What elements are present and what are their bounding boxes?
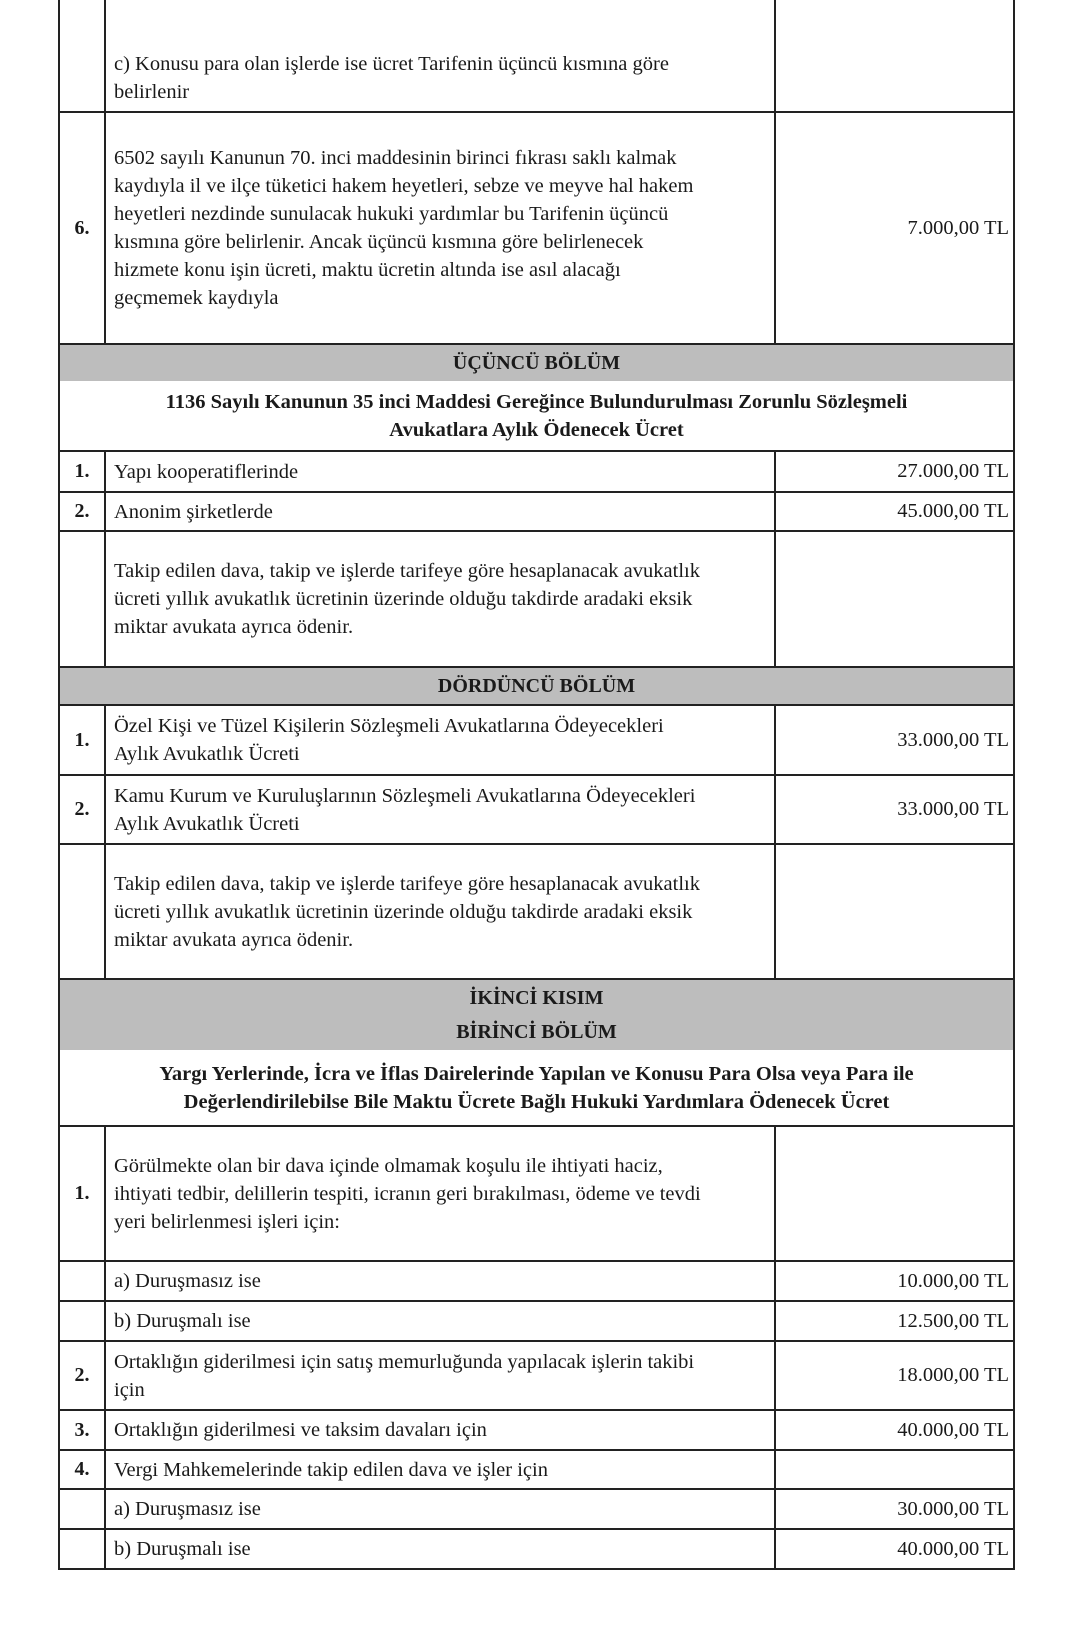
- chapter-title: BİRİNCİ BÖLÜM: [456, 1021, 617, 1043]
- row-amount: [776, 845, 1013, 978]
- row-amount: 40.000,00 TL: [897, 1537, 1009, 1560]
- row-amount: 30.000,00 TL: [897, 1497, 1009, 1520]
- row-number: [60, 0, 106, 111]
- row-amount: [776, 1451, 1013, 1488]
- section-title: [60, 980, 1013, 1050]
- row-description: c) Konusu para olan işlerde ise ücret Tarifenin üçüncü kısmına göre belirlenir: [106, 0, 776, 111]
- row-amount: 18.000,00 TL: [897, 1364, 1009, 1386]
- row-amount: 7.000,00 TL: [907, 216, 1009, 239]
- table-row: [58, 1451, 1015, 1490]
- row-amount: 27.000,00 TL: [897, 460, 1009, 482]
- table-row: [58, 1530, 1015, 1570]
- part-title: İKİNCİ KISIM: [469, 987, 604, 1009]
- row-description: b) Duruşmalı ise: [106, 1530, 776, 1568]
- row-description: 6502 sayılı Kanunun 70. inci maddesinin birinci fıkrası saklı kalmak kaydıyla il ve ilçe tüketici hakem heyetleri, sebze ve meyve hal hakem heyetleri nezdinde sunulacak hukuki yardımlar bu Tarifenin üçüncü kısmına göre belirlenir. Ancak üçüncü kısmına göre belirlenecek hizmete konu işin ücreti, maktu ücretin altında ise asıl alacağı geçmemek kaydıyla: [106, 113, 776, 343]
- section-subtitle: 1136 Sayılı Kanunun 35 inci Maddesi Gereğince Bulundurulması Zorunlu Sözleşmeli Avukatlara Aylık Ödenecek Ücret: [165, 390, 908, 441]
- table-row: [58, 845, 1015, 980]
- table-row: [58, 706, 1015, 776]
- row-amount: 45.000,00 TL: [897, 500, 1009, 522]
- table-row: [58, 1490, 1015, 1530]
- table-row: [58, 0, 1015, 113]
- section-ucuncu-header: [58, 345, 1015, 452]
- table-row: [58, 1411, 1015, 1451]
- row-amount: 12.500,00 TL: [897, 1309, 1009, 1332]
- table-row: [58, 1342, 1015, 1411]
- table-row: [58, 493, 1015, 532]
- row-number: [60, 1490, 106, 1528]
- row-number: [60, 845, 106, 978]
- row-number: [60, 1262, 106, 1300]
- fee-tariff-table: [58, 0, 1015, 1570]
- row-description: Ortaklığın giderilmesi ve taksim davaları için: [106, 1411, 776, 1449]
- row-number: 1.: [60, 452, 106, 491]
- table-row: [58, 1262, 1015, 1302]
- row-amount: 33.000,00 TL: [897, 798, 1009, 820]
- row-number: 3.: [60, 1411, 106, 1449]
- row-number: [60, 532, 106, 666]
- row-number: 1.: [60, 1127, 106, 1260]
- row-number: 4.: [60, 1451, 106, 1488]
- row-amount: [776, 1127, 1013, 1260]
- row-description: Vergi Mahkemelerinde takip edilen dava ve işler için: [106, 1451, 776, 1488]
- section-dorduncu-header: [58, 668, 1015, 706]
- row-description: a) Duruşmasız ise: [106, 1262, 776, 1300]
- section-title: DÖRDÜNCÜ BÖLÜM: [60, 668, 1013, 704]
- row-description: Takip edilen dava, takip ve işlerde tarifeye göre hesaplanacak avukatlık ücreti yıllık avukatlık ücretinin üzerinde olduğu takdirde aradaki eksik miktar avukata ayrıca ödenir.: [106, 845, 776, 978]
- row-number: [60, 1302, 106, 1340]
- row-amount: [776, 532, 1013, 666]
- row-description: Özel Kişi ve Tüzel Kişilerin Sözleşmeli Avukatlarına Ödeyecekleri Aylık Avukatlık Ücreti: [106, 706, 776, 774]
- table-row: [58, 532, 1015, 668]
- row-description: Yapı kooperatiflerinde: [106, 452, 776, 491]
- table-row: [58, 776, 1015, 845]
- row-number: 2.: [60, 493, 106, 530]
- row-description: Kamu Kurum ve Kuruluşlarının Sözleşmeli Avukatlarına Ödeyecekleri Aylık Avukatlık Ücreti: [106, 776, 776, 843]
- row-number: [60, 1530, 106, 1568]
- row-description: Anonim şirketlerde: [106, 493, 776, 530]
- row-number: 6.: [60, 113, 106, 343]
- table-row: [58, 452, 1015, 493]
- row-description: Takip edilen dava, takip ve işlerde tarifeye göre hesaplanacak avukatlık ücreti yıllık avukatlık ücretinin üzerinde olduğu takdirde aradaki eksik miktar avukata ayrıca ödenir.: [106, 532, 776, 666]
- table-row: [58, 1302, 1015, 1342]
- row-amount: 40.000,00 TL: [897, 1418, 1009, 1441]
- row-description: Görülmekte olan bir dava içinde olmamak koşulu ile ihtiyati haciz, ihtiyati tedbir, delillerin tespiti, icranın geri bırakılması, ödeme ve tevdi yeri belirlenmesi işleri için:: [106, 1127, 776, 1260]
- row-amount: 10.000,00 TL: [897, 1269, 1009, 1292]
- row-amount: [776, 0, 1013, 111]
- row-number: 2.: [60, 776, 106, 843]
- section-title: ÜÇÜNCÜ BÖLÜM: [60, 345, 1013, 381]
- row-description: b) Duruşmalı ise: [106, 1302, 776, 1340]
- row-description: Ortaklığın giderilmesi için satış memurluğunda yapılacak işlerin takibi için: [106, 1342, 776, 1409]
- row-number: 2.: [60, 1342, 106, 1409]
- row-description: a) Duruşmasız ise: [106, 1490, 776, 1528]
- section-subtitle: Yargı Yerlerinde, İcra ve İflas Dairelerinde Yapılan ve Konusu Para Olsa veya Para ile Değerlendirilebilse Bile Maktu Ücrete Bağlı Hukuki Yardımlara Ödenecek Ücret: [159, 1062, 914, 1113]
- table-row: [58, 1127, 1015, 1262]
- table-row: [58, 113, 1015, 345]
- section-ikinci-kisim-header: [58, 980, 1015, 1127]
- row-number: 1.: [60, 706, 106, 774]
- row-amount: 33.000,00 TL: [897, 728, 1009, 751]
